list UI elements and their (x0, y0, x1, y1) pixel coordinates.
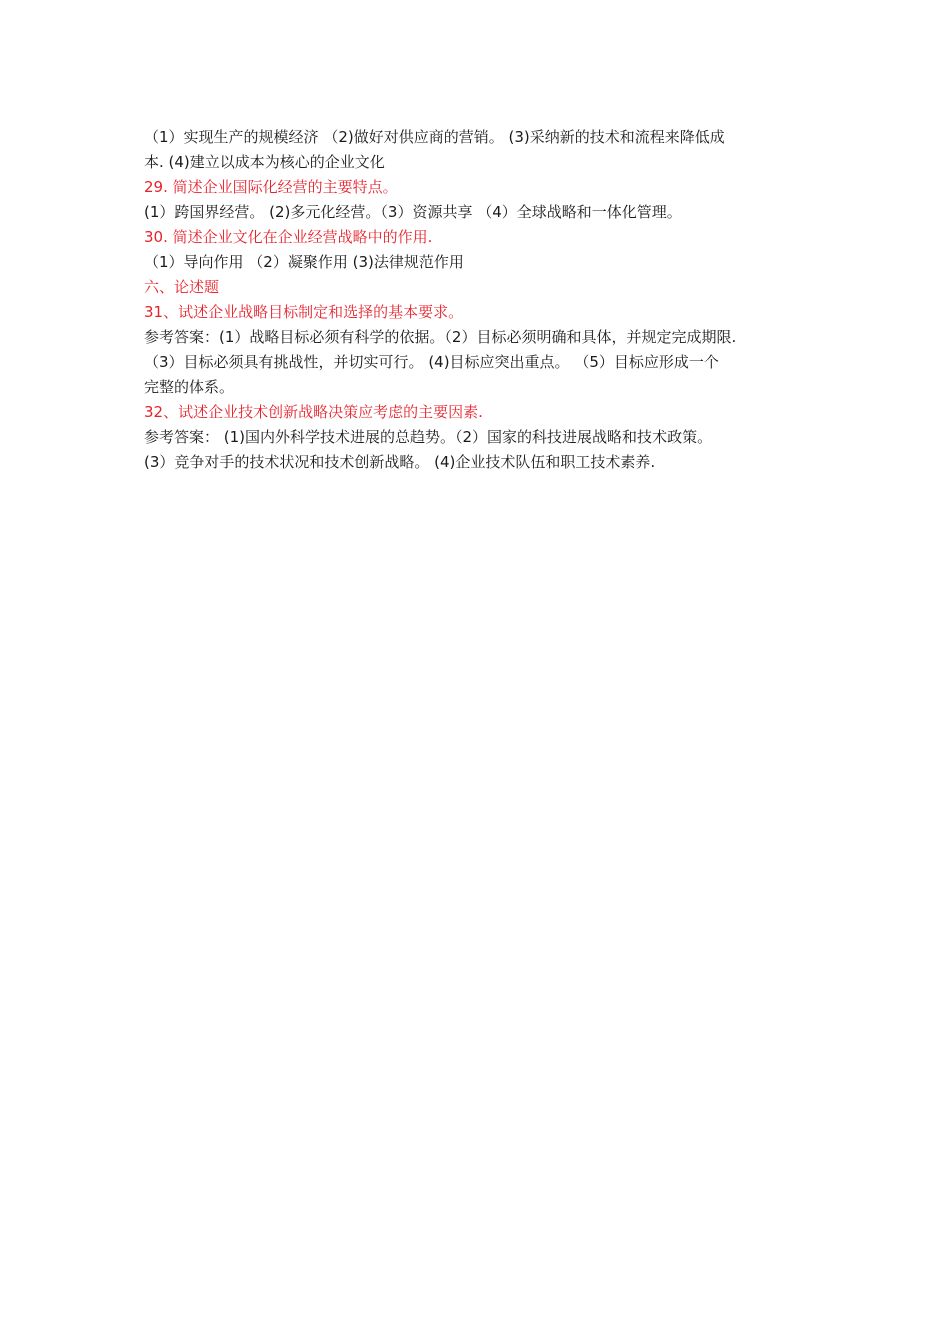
answer-line-32b (144, 450, 824, 475)
question-heading-32 (144, 400, 824, 425)
heading-text: 六、论述题 (144, 278, 220, 296)
text-span: 本. (4)建立以成本为核心的企业文化 (144, 153, 385, 171)
answer-line-31c (144, 375, 824, 400)
text-span: （1）实现生产的规模经济 （2)做好对供应商的营销。 (3)采纳新的技术和流程来降低成 (144, 128, 725, 146)
answer-line-30 (144, 250, 824, 275)
document-body (144, 125, 824, 475)
question-heading-29 (144, 175, 824, 200)
answer-line-32a (144, 425, 824, 450)
text-span: (1）跨国界经营。 (2)多元化经营。（3）资源共享 （4）全球战略和一体化管理。 (144, 203, 682, 221)
text-span: (3）竞争对手的技术状况和技术创新战略。 (4)企业技术队伍和职工技术素养. (144, 453, 656, 471)
text-span: （1）导向作用 （2）凝聚作用 (3)法律规范作用 (144, 253, 464, 271)
text-span: 参考答案： (1)国内外科学技术进展的总趋势。（2）国家的科技进展战略和技术政策。 (144, 428, 713, 446)
text-line-1 (144, 125, 824, 150)
heading-text: 29. 简述企业国际化经营的主要特点。 (144, 178, 398, 196)
answer-line-31b (144, 350, 824, 375)
text-line-2 (144, 150, 824, 175)
section-heading-essay (144, 275, 824, 300)
question-heading-30 (144, 225, 824, 250)
heading-text: 30. 简述企业文化在企业经营战略中的作用. (144, 228, 433, 246)
heading-text: 32、试述企业技术创新战略决策应考虑的主要因素. (144, 403, 483, 421)
answer-line-29 (144, 200, 824, 225)
answer-line-31a (144, 325, 824, 350)
heading-text: 31、试述企业战略目标制定和选择的基本要求。 (144, 303, 464, 321)
text-span: 参考答案：(1）战略目标必须有科学的依据。（2）目标必须明确和具体，并规定完成期限. (144, 328, 737, 346)
question-heading-31 (144, 300, 824, 325)
text-span: （3）目标必须具有挑战性，并切实可行。 (4)目标应突出重点。 （5）目标应形成一个 (144, 353, 719, 371)
text-span: 完整的体系。 (144, 378, 235, 396)
